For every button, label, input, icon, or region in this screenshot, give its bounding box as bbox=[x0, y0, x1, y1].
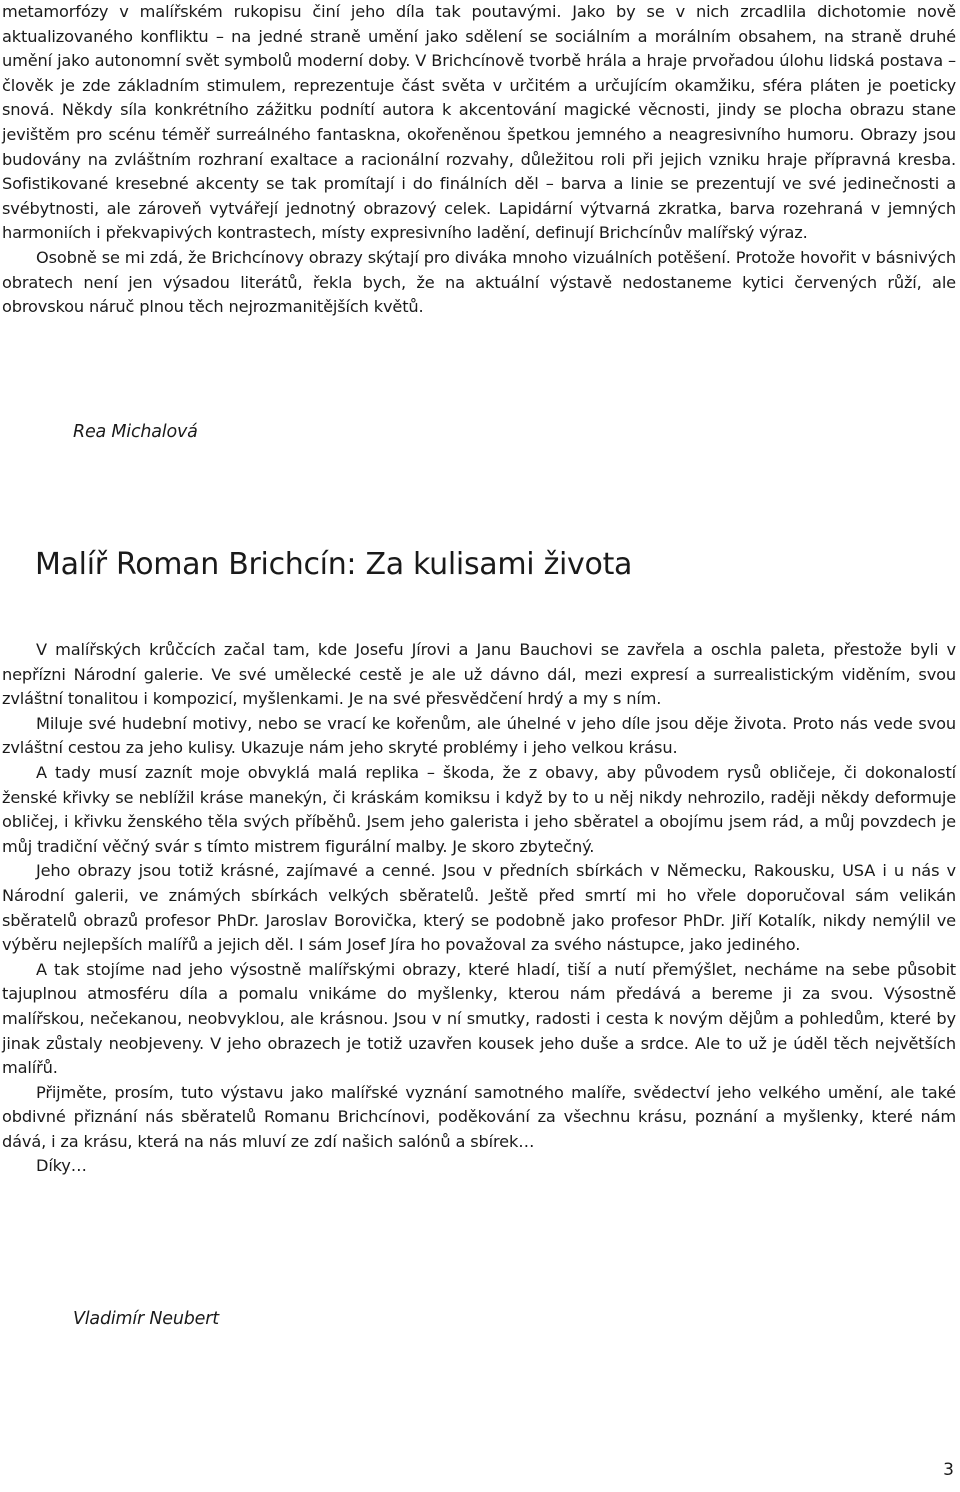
article-paragraph: Přijměte, prosím, tuto výstavu jako malířské vyznání samotného malíře, svědectví jeho velkého umění, ale také obdivné přiznání nás sběratelů Romanu Brichcínovi, poděkování za všechnu krásu, poznání a myšlenky, které nám dává, i za krásu, která na nás mluví ze zdí našich salónů a sbírek… bbox=[2, 1082, 956, 1151]
article-title: Malíř Roman Brichcín: Za kulisami života bbox=[35, 547, 633, 582]
article-paragraph: V malířských krůčcích začal tam, kde Josefu Jírovi a Janu Bauchovi se zavřela a oschla paleta, přestože byli v nepřízni Národní galerie. Ve své umělecké cestě je ale už dávno dál, mezi expresí a surrealistickým viděním, svou zvláštní tonalitou i kompozicí, myšlenkami. Je na své přesvědčení hrdý a my s ním. bbox=[2, 640, 956, 709]
article-paragraph: A tady musí zaznít moje obvyklá malá replika – škoda, že z obavy, aby původem rysů obličeje, či dokonalostí ženské křivky se neblížil kráse manekýn, či kráskám komiksu i když by to u něj nikdy nehrozilo, raději někdy deformuje obličej, i křivku ženského těla svých příběhů. Jsem jeho galerista i jeho sběratel a obojímu jsem rád, a můj povzdech je můj tradiční věčný svár s tímto mistrem figurální malby. Je skoro zbytečný. bbox=[2, 762, 956, 856]
author-signature-vladimir-neubert: Vladimír Neubert bbox=[73, 1309, 219, 1329]
article-body bbox=[2, 638, 956, 1179]
article-paragraph: A tak stojíme nad jeho výsostně malířskými obrazy, které hladí, tiší a nutí přemýšlet, necháme na sebe působit tajuplnou atmosféru díla a pomalu vnikáme do myšlenky, kterou nám předává a bereme ji za svou. Výsostně malířskou, nečekanou, neobvyklou, ale krásnou. Jsou v ní smutky, radosti i cesta k novým dějům a pohledům, které by jinak zůstaly neobjeveny. V jeho obrazech je totiž uzavřen kousek jeho duše a srdce. Ale to už je úděl těch největších malířů. bbox=[2, 959, 956, 1078]
intro-section bbox=[2, 0, 956, 320]
intro-paragraph-1: metamorfózy v malířském rukopisu činí jeho díla tak poutavými. Jako by se v nich zrcadlila dichotomie nově aktualizovaného konfliktu – na jedné straně umění jako sdělení se sociálním a morálním obsahem, na straně druhé umění jako autonomní svět symbolů moderní doby. V Brichcínově tvorbě hrála a hraje prvořadou úlohu lidská postava – člověk je zde základním stimulem, reprezentuje část světa v určitém a určujícím okamžiku, sféra pláten je poeticky snová. Někdy síla konkrétního zážitku podnítí autora k akcentování magické věcnosti, jindy se plocha obrazu stane jevištěm pro scénu téměř surreálného fantaskna, okořeněnou špetkou jemného a neagresivního humoru. Obrazy jsou budovány na zvláštním rozhraní exaltace a racionální rozvahy, důležitou roli při jejich vzniku hraje přípravná kresba. Sofistikované kresebné akcenty se tak promítají i do finálních děl – barva a linie se prezentují ve své jedinečnosti a svébytnosti, ale zároveň vytvářejí jednotný obrazový celek. Lapidární výtvarná zkratka, barva rozehraná v jemných harmoniích i překvapivých kontrastech, místy expresivního ladění, definují Brichcínův malířský výraz. bbox=[2, 2, 956, 243]
article-paragraph: Miluje své hudební motivy, nebo se vrací ke kořenům, ale úhelné v jeho díle jsou děje života. Proto nás vede svou zvláštní cestou za jeho kulisy. Ukazuje nám jeho skryté problémy i jeho velkou krásu. bbox=[2, 713, 956, 758]
article-paragraph-thanks: Díky… bbox=[36, 1156, 87, 1176]
intro-paragraph-2: Osobně se mi zdá, že Brichcínovy obrazy skýtají pro diváka mnoho vizuálních potěšení. Protože hovořit v básnivých obratech není jen výsadou literátů, řekla bych, že na aktuální výstavě nedostaneme kytici červených růží, ale obrovskou náruč plnou těch nejrozmanitějších květů. bbox=[2, 247, 956, 317]
page-number: 3 bbox=[943, 1460, 954, 1480]
author-signature-rea-michalova: Rea Michalová bbox=[73, 422, 198, 442]
article-paragraph: Jeho obrazy jsou totiž krásné, zajímavé a cenné. Jsou v předních sbírkách v Německu, Rakousku, USA i u nás v Národní galerii, ve známých sbírkách velkých sběratelů. Ještě před smrtí mi ho vřele doporučoval sám velikán sběratelů obrazů profesor PhDr. Jaroslav Borovička, který se podobně jako profesor PhDr. Jiří Kotalík, nikdy nemýlil ve výběru nejlepších malířů a jejich děl. I sám Josef Jíra ho považoval za svého nástupce, jako jediného. bbox=[2, 861, 956, 955]
